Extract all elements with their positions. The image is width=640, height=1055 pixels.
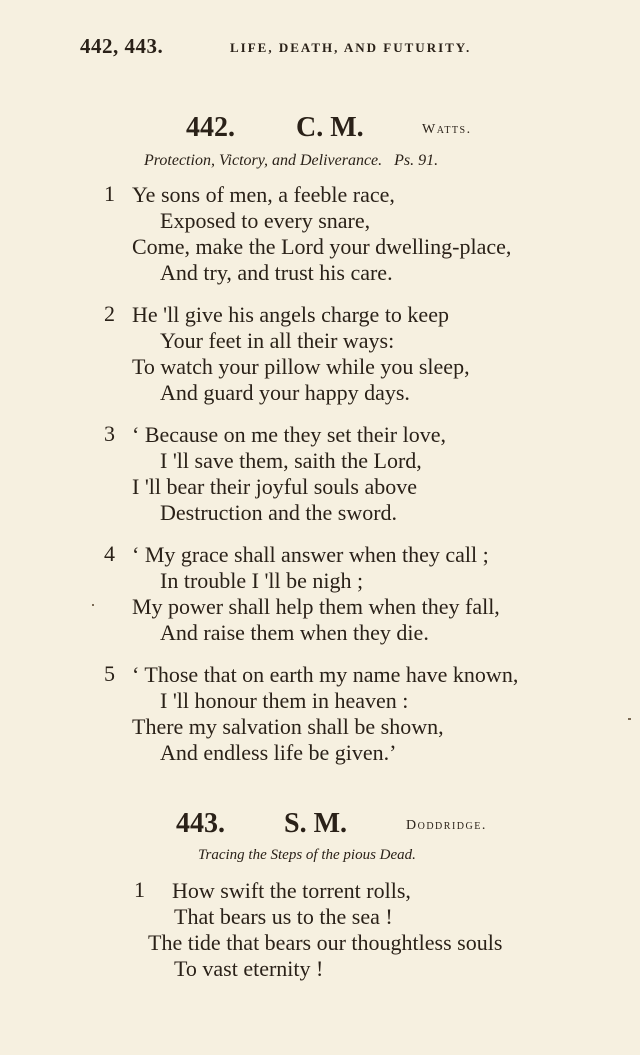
hymn-number: 443.	[176, 808, 225, 839]
verse-line: Come, make the Lord your dwelling-place,	[132, 234, 512, 259]
hymn-heading	[186, 112, 506, 152]
verse-number: 5	[104, 661, 115, 686]
stanza	[104, 181, 604, 293]
verse-line: Destruction and the sword.	[160, 500, 398, 525]
verse-line: He 'll give his angels charge to keep	[132, 302, 449, 327]
hymn-author: Watts.	[422, 122, 472, 137]
verse-line: And guard your happy days.	[160, 380, 410, 405]
verse-line: I 'll save them, saith the Lord,	[160, 448, 422, 473]
hymn-subtitle: Protection, Victory, and Deliverance. Ps. 91.	[144, 152, 439, 169]
verse-line: ‘ Because on me they set their love,	[132, 422, 447, 447]
verse-line: Ye sons of men, a feeble race,	[132, 182, 395, 207]
hymn-heading	[176, 808, 536, 848]
paper-speck	[628, 718, 631, 720]
verse-line: And try, and trust his care.	[160, 260, 393, 285]
verse-number: 3	[104, 421, 115, 446]
verse-line: I 'll honour them in heaven :	[160, 688, 409, 713]
hymn-number: 442.	[186, 112, 235, 143]
page-numbers: 442, 443.	[80, 34, 164, 58]
verse-line: That bears us to the sea !	[174, 904, 393, 929]
verse-line: To watch your pillow while you sleep,	[132, 354, 470, 379]
verse-number: 1	[134, 877, 145, 902]
stanza	[104, 661, 624, 773]
running-title: LIFE, DEATH, AND FUTURITY.	[230, 40, 472, 55]
verse-line: ‘ Those that on earth my name have known,	[132, 662, 519, 687]
paper-speck	[92, 604, 94, 606]
verse-line: And raise them when they die.	[160, 620, 429, 645]
hymn-author: Doddridge.	[406, 818, 487, 833]
verse-line: And endless life be given.’	[160, 740, 397, 765]
verse-line: ‘ My grace shall answer when they call ;	[132, 542, 489, 567]
verse-line: There my salvation shall be shown,	[132, 714, 444, 739]
verse-line: To vast eternity !	[174, 956, 324, 981]
verse-line: My power shall help them when they fall,	[132, 594, 500, 619]
stanza	[104, 301, 604, 413]
hymn-meter: C. M.	[296, 112, 364, 143]
hymn-subtitle: Tracing the Steps of the pious Dead.	[198, 847, 416, 863]
stanza	[104, 421, 604, 533]
verse-number: 1	[104, 181, 115, 206]
verse-line: In trouble I 'll be nigh ;	[160, 568, 364, 593]
stanza	[104, 541, 614, 653]
hymn-meter: S. M.	[284, 808, 347, 839]
verse-line: Your feet in all their ways:	[160, 328, 395, 353]
running-header	[80, 34, 540, 64]
stanza	[134, 877, 614, 989]
verse-number: 2	[104, 301, 115, 326]
verse-line: Exposed to every snare,	[160, 208, 371, 233]
verse-line: How swift the torrent rolls,	[172, 878, 411, 903]
verse-number: 4	[104, 541, 115, 566]
verse-line: The tide that bears our thoughtless souls	[148, 930, 503, 955]
verse-line: I 'll bear their joyful souls above	[132, 474, 418, 499]
